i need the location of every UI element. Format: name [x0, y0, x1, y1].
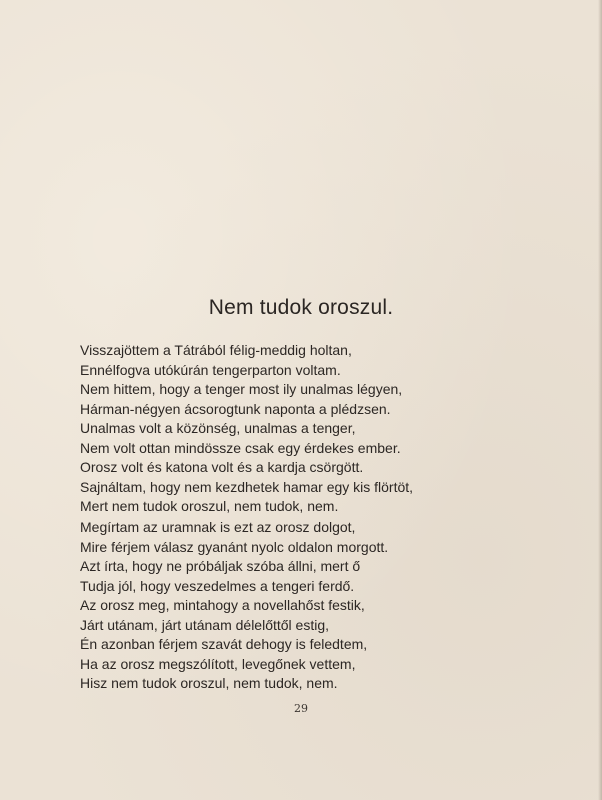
poem-line: Megírtam az uramnak is ezt az orosz dolgot, [80, 519, 356, 535]
page-number: 29 [294, 702, 308, 715]
poem-line: Ha az orosz megszólított, levegőnek vettem, [80, 655, 356, 672]
stanza-1 [80, 341, 460, 517]
poem-line: Ennélfogva utókúrán tengerparton voltam. [80, 361, 341, 378]
poem-line: Az orosz meg, mintahogy a novellahőst festik, [80, 597, 365, 613]
poem-line: Hárman-négyen ácsorogtunk naponta a plédzsen. [80, 400, 391, 417]
poem-line: Járt utánam, járt utánam délelőttől estig, [80, 616, 330, 633]
poem-line: Nem hittem, hogy a tenger most ily unalmas légyen, [80, 381, 403, 397]
poem-line: Visszajöttem a Tátrából félig-meddig holtan, [80, 342, 352, 358]
poem-line: Sajnáltam, hogy nem kezdhetek hamar egy kis flörtöt, [80, 478, 414, 495]
poem-line: Azt írta, hogy ne próbáljak szóba állni, mert ő [80, 558, 361, 574]
poem-line: Mire férjem válasz gyanánt nyolc oldalon morgott. [80, 538, 389, 555]
poem-line: Unalmas volt a közönség, unalmas a tenger, [80, 420, 356, 436]
page-edge-shadow [598, 0, 602, 800]
poem-line: Nem volt ottan mindössze csak egy érdekes ember. [80, 439, 401, 456]
poem-line: Orosz volt és katona volt és a kardja csörgött. [80, 459, 364, 475]
poem-title: Nem tudok oroszul. [208, 296, 394, 319]
poem-line: Tudja jól, hogy veszedelmes a tengeri ferdő. [80, 577, 355, 594]
stanza-2 [80, 518, 460, 694]
poem-line: Hisz nem tudok oroszul, nem tudok, nem. [80, 675, 338, 691]
poem-line: Én azonban férjem szavát dehogy is feledtem, [80, 636, 368, 652]
poem-line: Mert nem tudok oroszul, nem tudok, nem. [80, 498, 339, 514]
